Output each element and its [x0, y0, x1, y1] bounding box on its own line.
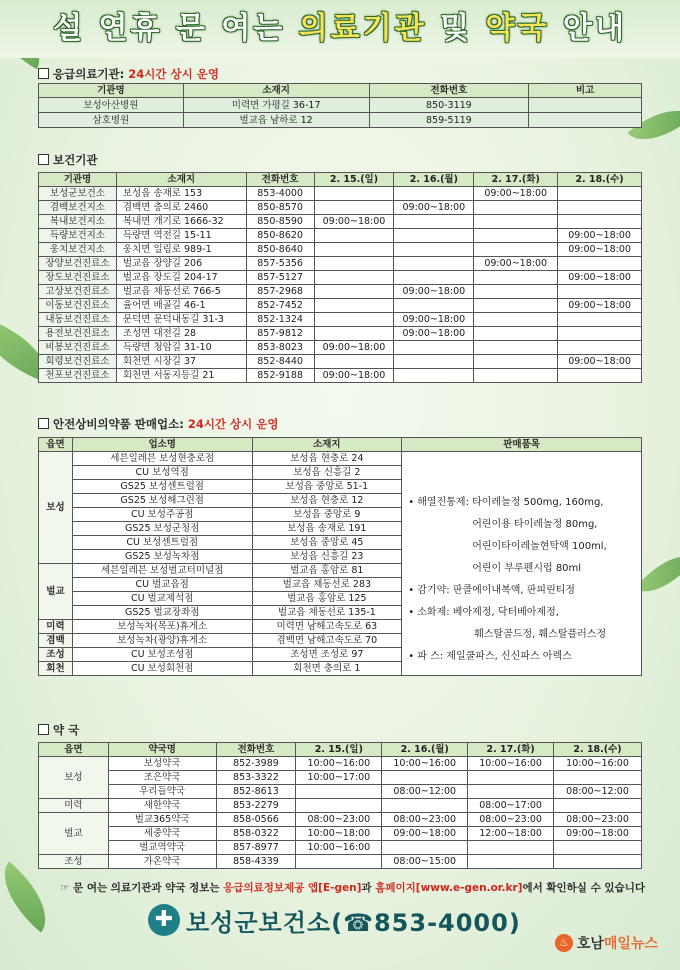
table-cell: 09:00~18:00 — [558, 299, 642, 313]
sale-item-line: 어린이용 타이레놀정 80mg, — [472, 519, 598, 530]
title-text: 및 — [426, 11, 486, 46]
column-header: 업소명 — [72, 438, 252, 452]
table-cell: 850-8640 — [246, 243, 314, 257]
column-header: 소재지 — [116, 173, 246, 187]
store-address: 보성읍 중앙로 9 — [252, 508, 402, 522]
health-section-title — [38, 152, 97, 168]
table-cell: 벌교365약국 — [108, 813, 216, 827]
column-header: 2. 17.(화) — [474, 173, 558, 187]
store-name: 보성녹차(광양)휴게소 — [72, 634, 252, 648]
section-label: 응급의료기관: — [53, 67, 129, 81]
table-cell — [558, 257, 642, 271]
page-title — [0, 0, 680, 58]
table-cell — [394, 299, 474, 313]
table-cell: 09:00~18:00 — [558, 271, 642, 285]
table-cell — [314, 355, 394, 369]
column-header: 기관명 — [39, 173, 117, 187]
table-cell — [558, 341, 642, 355]
table-cell — [529, 113, 642, 128]
org-name: 보성군보건소(☎853-4000) — [186, 908, 521, 937]
table-cell: 858-4339 — [216, 855, 296, 869]
table-cell — [474, 341, 558, 355]
table-cell: 새한약국 — [108, 799, 216, 813]
column-header: 비고 — [529, 84, 642, 98]
table-cell: 벌교읍 장도길 204-17 — [116, 271, 246, 285]
table-cell: 복내면 개기로 1666-32 — [116, 215, 246, 229]
table-cell — [296, 855, 382, 869]
store-address: 보성읍 현충로 12 — [252, 494, 402, 508]
table-cell — [558, 187, 642, 201]
table-cell: 08:00~23:00 — [296, 813, 382, 827]
table-cell — [314, 299, 394, 313]
sale-item-line: • 파 스: 제일쿨파스, 신신파스 아렉스 — [408, 651, 572, 662]
column-header: 2. 18.(수) — [558, 173, 642, 187]
section-label: 보건기관 — [53, 153, 98, 167]
region-cell: 보성 — [39, 452, 73, 564]
store-name: CU 보성조성점 — [72, 648, 252, 662]
table-cell — [474, 271, 558, 285]
table-row — [39, 369, 642, 383]
table-cell: 삼호병원 — [39, 113, 184, 128]
table-cell — [468, 785, 554, 799]
table-cell: 08:00~23:00 — [554, 813, 642, 827]
table-cell: 852-7452 — [246, 299, 314, 313]
table-cell: 보성군보건소 — [39, 187, 117, 201]
table-cell: 857-8977 — [216, 841, 296, 855]
table-cell: 회천면 시장길 37 — [116, 355, 246, 369]
table-cell: 858-0566 — [216, 813, 296, 827]
table-row — [39, 201, 642, 215]
table-cell — [558, 215, 642, 229]
table-cell — [474, 355, 558, 369]
section-label: 약 국 — [53, 723, 80, 737]
store-address: 회천면 충의로 1 — [252, 662, 402, 676]
table-cell: 율어면 배골길 46-1 — [116, 299, 246, 313]
table-cell — [474, 229, 558, 243]
table-cell: 08:00~23:00 — [468, 813, 554, 827]
column-header: 기관명 — [39, 84, 184, 98]
store-name: GS25 보성센트럴점 — [72, 480, 252, 494]
column-header: 2. 16.(월) — [394, 173, 474, 187]
table-cell — [474, 243, 558, 257]
store-name: CU 보성주공점 — [72, 508, 252, 522]
table-cell — [394, 229, 474, 243]
store-name: CU 벌교제석점 — [72, 592, 252, 606]
store-address: 보성읍 중앙로 51-1 — [252, 480, 402, 494]
table-row — [39, 271, 642, 285]
pharmacy-section-title — [38, 722, 79, 738]
brand-name-accent: 매일뉴스 — [603, 936, 658, 952]
sale-items — [402, 452, 642, 676]
table-cell: 가온약국 — [108, 855, 216, 869]
section-label: 안전상비의약품 판매업소: — [53, 417, 188, 431]
table-cell — [382, 799, 468, 813]
table-cell: 850-8590 — [246, 215, 314, 229]
table-row — [39, 98, 642, 113]
store-name: CU 보성회천점 — [72, 662, 252, 676]
table-cell: 853-2279 — [216, 799, 296, 813]
table-cell: 852-9188 — [246, 369, 314, 383]
table-cell: 09:00~18:00 — [558, 355, 642, 369]
table-cell — [529, 98, 642, 113]
title-highlight: 약국 — [485, 11, 550, 46]
region-cell: 벌교 — [39, 564, 73, 620]
table-cell: 10:00~16:00 — [468, 757, 554, 771]
news-brand — [555, 933, 658, 953]
table-cell: 09:00~18:00 — [558, 243, 642, 257]
table-cell: 09:00~18:00 — [554, 827, 642, 841]
table-cell: 09:00~18:00 — [314, 341, 394, 355]
table-row — [39, 215, 642, 229]
table-cell: 보성읍 송재로 153 — [116, 187, 246, 201]
store-name: GS25 보성군청점 — [72, 522, 252, 536]
table-row — [39, 855, 642, 869]
store-address: 보성읍 현충로 24 — [252, 452, 402, 466]
table-cell: 09:00~18:00 — [394, 201, 474, 215]
table-cell: 852-1324 — [246, 313, 314, 327]
table-cell: 08:00~12:00 — [382, 785, 468, 799]
store-address: 조성면 조성로 97 — [252, 648, 402, 662]
column-header: 약국명 — [108, 743, 216, 757]
store-name: GS25 보성해그린점 — [72, 494, 252, 508]
brand-name: 호남 — [576, 936, 604, 952]
table-cell: 벌교읍 남하로 12 — [183, 113, 369, 128]
table-cell: 09:00~18:00 — [382, 827, 468, 841]
column-header: 소재지 — [252, 438, 402, 452]
table-cell — [296, 785, 382, 799]
table-cell: 09:00~18:00 — [394, 285, 474, 299]
table-cell — [558, 201, 642, 215]
health-table — [38, 172, 642, 383]
table-cell: 850-8570 — [246, 201, 314, 215]
table-row — [39, 341, 642, 355]
table-cell: 조은약국 — [108, 771, 216, 785]
table-cell — [558, 313, 642, 327]
table-cell — [554, 771, 642, 785]
table-cell: 08:00~15:00 — [382, 855, 468, 869]
table-cell — [474, 313, 558, 327]
region-cell: 벌교 — [39, 813, 109, 855]
column-header: 판매품목 — [402, 438, 642, 452]
table-row — [39, 285, 642, 299]
store-address: 보성읍 신흥길 23 — [252, 550, 402, 564]
sale-item-line: 어린이타이레놀현탁액 100ml, — [472, 541, 607, 552]
egen-website-link[interactable]: 홈페이지[www.e-gen.or.kr] — [375, 882, 523, 894]
table-cell: 12:00~18:00 — [468, 827, 554, 841]
table-cell: 득량면 역전길 15-11 — [116, 229, 246, 243]
table-cell — [314, 201, 394, 215]
table-cell: 857-5127 — [246, 271, 314, 285]
table-row — [39, 299, 642, 313]
table-cell — [554, 855, 642, 869]
table-cell: 고상보건진료소 — [39, 285, 117, 299]
store-section-title — [38, 416, 278, 432]
title-highlight: 의료기관 — [298, 11, 427, 46]
table-cell: 858-0322 — [216, 827, 296, 841]
store-name: CU 보성역점 — [72, 466, 252, 480]
note-text: ☞ 문 여는 의료기관과 약국 정보는 — [60, 882, 224, 894]
table-cell: 득량보건지소 — [39, 229, 117, 243]
table-cell — [314, 271, 394, 285]
table-row — [39, 841, 642, 855]
table-cell — [394, 271, 474, 285]
note-text: 과 — [361, 882, 376, 894]
table-cell — [394, 257, 474, 271]
table-cell: 장도보건진료소 — [39, 271, 117, 285]
table-cell — [558, 285, 642, 299]
table-cell — [474, 285, 558, 299]
table-cell: 852-8440 — [246, 355, 314, 369]
store-address: 보성읍 중앙로 45 — [252, 536, 402, 550]
emergency-table — [38, 83, 642, 128]
table-cell: 852-8613 — [216, 785, 296, 799]
table-cell — [382, 771, 468, 785]
store-address: 벌교읍 홍암로 81 — [252, 564, 402, 578]
table-row — [39, 799, 642, 813]
table-cell — [314, 187, 394, 201]
table-cell: 웅치면 일림로 989-1 — [116, 243, 246, 257]
column-header: 2. 16.(월) — [382, 743, 468, 757]
table-cell: 장양보건진료소 — [39, 257, 117, 271]
table-cell: 09:00~18:00 — [474, 187, 558, 201]
table-row — [39, 229, 642, 243]
column-header: 2. 15.(일) — [314, 173, 394, 187]
table-cell — [474, 369, 558, 383]
title-text: 안내 — [549, 11, 627, 46]
cross-emblem-icon: ✚ — [148, 904, 180, 936]
table-cell: 09:00~18:00 — [314, 215, 394, 229]
pharmacy-table — [38, 742, 642, 869]
table-cell — [394, 215, 474, 229]
store-address: 보성읍 송재로 191 — [252, 522, 402, 536]
table-cell: 내동보건진료소 — [39, 313, 117, 327]
table-cell: 857-9812 — [246, 327, 314, 341]
store-name: 세븐일레븐 보성현충로점 — [72, 452, 252, 466]
store-address: 벌교읍 채동선로 135-1 — [252, 606, 402, 620]
region-cell: 미력 — [39, 799, 109, 813]
table-cell — [382, 841, 468, 855]
table-cell: 853-3322 — [216, 771, 296, 785]
table-cell: 850-3119 — [369, 98, 529, 113]
table-cell: 천포보건진료소 — [39, 369, 117, 383]
table-cell: 문덕면 문덕내동길 31-3 — [116, 313, 246, 327]
table-cell: 보성약국 — [108, 757, 216, 771]
sale-item-line: • 해열진통제: 타이레놀정 500mg, 160mg, — [408, 497, 604, 508]
table-cell: 비봉보건진료소 — [39, 341, 117, 355]
column-header: 소재지 — [183, 84, 369, 98]
table-cell: 10:00~16:00 — [296, 841, 382, 855]
table-cell: 08:00~17:00 — [468, 799, 554, 813]
table-cell: 09:00~18:00 — [394, 327, 474, 341]
store-name: 세븐일레븐 보성벌교터미널점 — [72, 564, 252, 578]
region-cell: 조성 — [39, 855, 109, 869]
table-cell: 852-3989 — [216, 757, 296, 771]
table-cell: 미력면 가평길 36-17 — [183, 98, 369, 113]
note-text: 에서 확인하실 수 있습니다 — [522, 882, 645, 894]
column-header: 2. 17.(화) — [468, 743, 554, 757]
table-cell — [394, 243, 474, 257]
table-cell: 850-8620 — [246, 229, 314, 243]
store-address: 벌교읍 홍암로 125 — [252, 592, 402, 606]
table-row — [39, 243, 642, 257]
table-cell: 10:00~16:00 — [296, 757, 382, 771]
table-cell: 용전보건진료소 — [39, 327, 117, 341]
org-logo — [148, 900, 521, 940]
table-cell — [468, 841, 554, 855]
table-cell: 벌교역약국 — [108, 841, 216, 855]
table-cell — [314, 257, 394, 271]
leaf-decoration — [0, 861, 63, 932]
region-cell: 보성 — [39, 757, 109, 799]
sale-item-line: 어린이 부루펜시럽 80ml — [472, 563, 582, 574]
region-cell: 미력 — [39, 620, 73, 634]
store-table — [38, 437, 642, 676]
column-header: 2. 15.(일) — [296, 743, 382, 757]
table-cell — [474, 201, 558, 215]
section-label-red: 24시간 상시 운영 — [187, 417, 279, 431]
table-cell: 회령보건진료소 — [39, 355, 117, 369]
table-cell: 853-8023 — [246, 341, 314, 355]
region-cell: 겸백 — [39, 634, 73, 648]
store-name: 보성녹차(목포)휴게소 — [72, 620, 252, 634]
table-row — [39, 771, 642, 785]
checkbox-icon — [38, 68, 49, 79]
table-cell — [554, 799, 642, 813]
table-cell: 겸백면 충의로 2460 — [116, 201, 246, 215]
egen-app-link[interactable]: 응급의료정보제공 앱[E-gen] — [223, 882, 362, 894]
table-cell: 09:00~18:00 — [394, 313, 474, 327]
checkbox-icon — [38, 154, 49, 165]
table-cell — [394, 341, 474, 355]
sale-item-line: • 소화제: 베아제정, 닥터베아제정, — [408, 607, 559, 618]
table-cell — [468, 855, 554, 869]
store-address: 겸백면 남해고속도로 70 — [252, 634, 402, 648]
column-header: 전화번호 — [216, 743, 296, 757]
table-cell: 웅치보건지소 — [39, 243, 117, 257]
footer-note — [60, 880, 645, 895]
title-text: 설 연휴 문 여는 — [53, 11, 299, 46]
table-cell: 벌교읍 장양길 206 — [116, 257, 246, 271]
table-cell: 득량면 청암길 31-10 — [116, 341, 246, 355]
store-address: 벌교읍 채동선로 283 — [252, 578, 402, 592]
table-cell: 복내보건지소 — [39, 215, 117, 229]
table-cell — [394, 369, 474, 383]
table-cell — [474, 215, 558, 229]
table-cell — [474, 327, 558, 341]
store-name: CU 보성센트럴점 — [72, 536, 252, 550]
table-cell — [314, 327, 394, 341]
table-cell: 08:00~23:00 — [382, 813, 468, 827]
store-name: GS25 벌교장좌점 — [72, 606, 252, 620]
table-row — [39, 452, 642, 466]
table-cell: 세중약국 — [108, 827, 216, 841]
checkbox-icon — [38, 418, 49, 429]
flame-icon: ♨ — [555, 934, 573, 952]
store-name: CU 벌교읍점 — [72, 578, 252, 592]
column-header: 2. 18.(수) — [554, 743, 642, 757]
table-row — [39, 313, 642, 327]
table-cell — [558, 369, 642, 383]
table-cell: 우리들약국 — [108, 785, 216, 799]
table-cell: 09:00~18:00 — [558, 229, 642, 243]
emergency-section-title — [38, 66, 219, 82]
table-cell: 859-5119 — [369, 113, 529, 128]
table-cell: 조성면 대전길 28 — [116, 327, 246, 341]
section-label-red: 24시간 상시 운영 — [128, 67, 219, 81]
column-header: 전화번호 — [369, 84, 529, 98]
sale-item-line: 훼스탈골드정, 훼스탈플러스정 — [474, 629, 607, 640]
column-header: 읍면 — [39, 438, 73, 452]
table-cell — [468, 771, 554, 785]
table-cell: 회천면 서동지등길 21 — [116, 369, 246, 383]
table-cell: 857-2968 — [246, 285, 314, 299]
table-cell: 10:00~17:00 — [296, 771, 382, 785]
table-cell: 853-4000 — [246, 187, 314, 201]
table-row — [39, 355, 642, 369]
store-address: 미력면 남해고속도로 63 — [252, 620, 402, 634]
table-cell — [296, 799, 382, 813]
table-row — [39, 827, 642, 841]
table-row — [39, 187, 642, 201]
region-cell: 회천 — [39, 662, 73, 676]
table-cell: 이동보건진료소 — [39, 299, 117, 313]
table-cell — [314, 313, 394, 327]
checkbox-icon — [38, 724, 49, 735]
table-cell — [314, 229, 394, 243]
store-name: GS25 보성녹차점 — [72, 550, 252, 564]
table-row — [39, 813, 642, 827]
table-cell — [314, 285, 394, 299]
table-cell: 10:00~16:00 — [382, 757, 468, 771]
table-cell — [314, 243, 394, 257]
table-cell: 10:00~18:00 — [296, 827, 382, 841]
table-cell: 09:00~18:00 — [474, 257, 558, 271]
table-cell: 벌교읍 채동선로 766-5 — [116, 285, 246, 299]
table-cell: 보성아산병원 — [39, 98, 184, 113]
sale-item-line: • 감기약: 판콜에이내복액, 판피린티정 — [408, 585, 576, 596]
table-row — [39, 113, 642, 128]
table-cell: 08:00~12:00 — [554, 785, 642, 799]
table-cell — [394, 187, 474, 201]
store-address: 보성읍 신흥길 2 — [252, 466, 402, 480]
table-cell: 10:00~16:00 — [554, 757, 642, 771]
table-row — [39, 257, 642, 271]
table-row — [39, 327, 642, 341]
table-cell — [394, 355, 474, 369]
table-cell: 857-5356 — [246, 257, 314, 271]
table-cell — [554, 841, 642, 855]
column-header: 전화번호 — [246, 173, 314, 187]
table-row — [39, 757, 642, 771]
table-cell — [474, 299, 558, 313]
table-cell: 겸백보건지소 — [39, 201, 117, 215]
table-cell — [558, 327, 642, 341]
table-row — [39, 785, 642, 799]
table-cell: 09:00~18:00 — [314, 369, 394, 383]
column-header: 읍면 — [39, 743, 109, 757]
region-cell: 조성 — [39, 648, 73, 662]
